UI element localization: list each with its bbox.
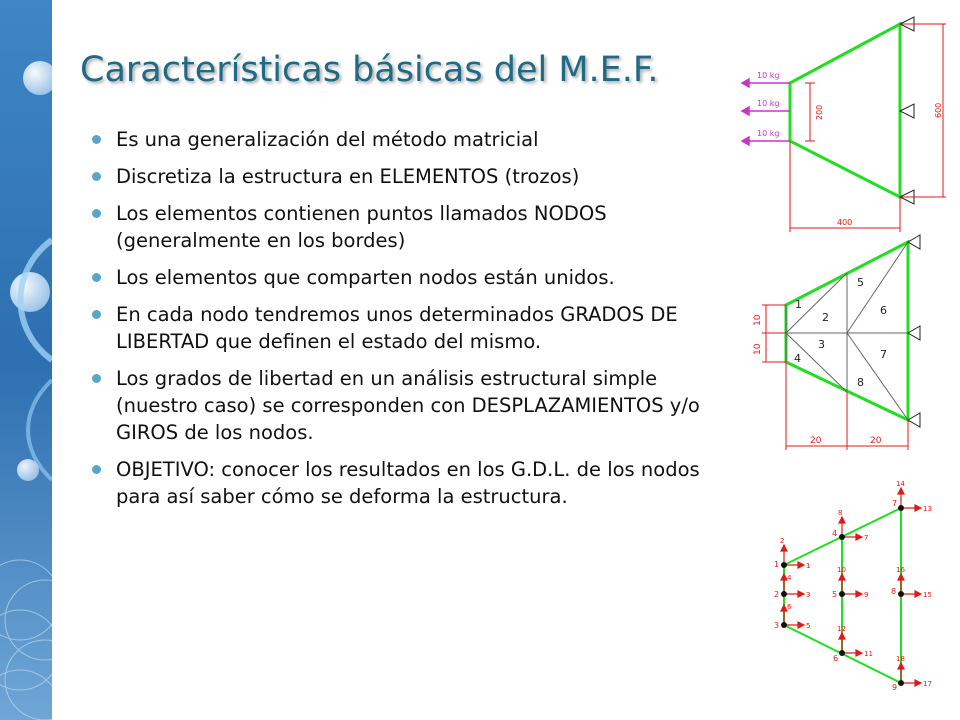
load-label: 10 kg [757, 71, 780, 80]
bullet-icon [92, 465, 101, 474]
mesh-elements-figure [738, 232, 950, 454]
bullet-icon [92, 310, 101, 319]
bullet-list [90, 126, 740, 520]
dof-number: 1 [806, 562, 811, 570]
support-icons [908, 235, 920, 427]
node-number: 4 [832, 529, 838, 538]
dimension-label: 200 [815, 104, 824, 120]
dof-number: 5 [806, 622, 811, 630]
bullet-text: Los elementos contienen puntos llamados NODOS (generalmente en los bordes) [116, 202, 607, 252]
dimension-label: 20 [870, 436, 882, 446]
element-number: 7 [880, 348, 887, 361]
decorative-left-band [0, 0, 52, 720]
dof-number: 3 [806, 591, 811, 599]
dof-number: 7 [864, 534, 869, 542]
element-number: 3 [818, 338, 825, 351]
dof-number: 6 [787, 603, 792, 611]
node-number: 2 [774, 590, 780, 599]
dimension-label: 10 [753, 314, 763, 326]
dof-number: 9 [864, 591, 869, 599]
load-label: 10 kg [757, 129, 780, 138]
dof-number: 8 [838, 509, 843, 517]
bullet-item [90, 264, 740, 291]
dimension-label: 600 [934, 102, 943, 118]
dimension-lines [762, 305, 908, 450]
node-number: 1 [774, 560, 780, 569]
dof-number: 10 [837, 566, 846, 574]
dimension-label: 400 [837, 218, 853, 227]
element-number: 1 [795, 298, 802, 311]
element-number: 5 [857, 276, 864, 289]
dof-number: 16 [896, 566, 905, 574]
support-icons [900, 17, 914, 204]
bullet-item [90, 301, 740, 355]
element-number: 8 [857, 376, 864, 389]
node-number: 9 [892, 683, 898, 692]
bullet-text: Los grados de libertad en un análisis estructural simple (nuestro caso) se corresponden con DESPLAZAMIENTOS y/o GIROS de los nodos. [116, 367, 700, 444]
bullet-icon [92, 273, 101, 282]
dof-number: 15 [923, 591, 932, 599]
element-number: 2 [822, 311, 829, 324]
bullet-item [90, 365, 740, 446]
dimension-label: 20 [810, 436, 822, 446]
slide-title: Características básicas del M.E.F. [80, 50, 659, 90]
element-number: 6 [880, 304, 887, 317]
node-number: 8 [891, 587, 897, 596]
bullet-icon [92, 374, 101, 383]
dof-number: 13 [923, 505, 932, 513]
bullet-text: OBJETIVO: conocer los resultados en los G.D.L. de los nodos para así saber cómo se deforma la estructura. [116, 458, 700, 508]
bullet-text: Discretiza la estructura en ELEMENTOS (trozos) [116, 165, 580, 188]
node-number: 6 [833, 654, 839, 663]
load-label: 10 kg [757, 99, 780, 108]
dimension-label: 10 [753, 343, 763, 355]
bullet-icon [92, 135, 101, 144]
node-number: 3 [774, 621, 780, 630]
structure-load-figure [735, 12, 950, 237]
bullet-text: Los elementos que comparten nodos están unidos. [116, 266, 615, 289]
element-number: 4 [794, 352, 801, 365]
bullet-item [90, 200, 740, 254]
dof-number: 18 [896, 655, 905, 663]
dof-number: 17 [923, 680, 932, 688]
dimension-lines [790, 24, 946, 232]
bullet-item [90, 163, 740, 190]
dof-number: 2 [780, 537, 785, 545]
bullet-icon [92, 172, 101, 181]
dof-number: 11 [864, 650, 873, 658]
bullet-text: En cada nodo tendremos unos determinados GRADOS DE LIBERTAD que definen el estado del mismo. [116, 303, 678, 353]
bullet-item [90, 456, 740, 510]
node-number: 5 [832, 590, 838, 599]
bullet-icon [92, 209, 101, 218]
bullet-item [90, 126, 740, 153]
dof-number: 4 [787, 574, 792, 582]
node-number: 7 [892, 499, 898, 508]
nodes-dof-figure [765, 476, 950, 696]
bullet-text: Es una generalización del método matricial [116, 128, 539, 151]
dof-number: 14 [896, 480, 905, 488]
dof-number: 12 [837, 625, 846, 633]
structure-outline [790, 24, 900, 197]
